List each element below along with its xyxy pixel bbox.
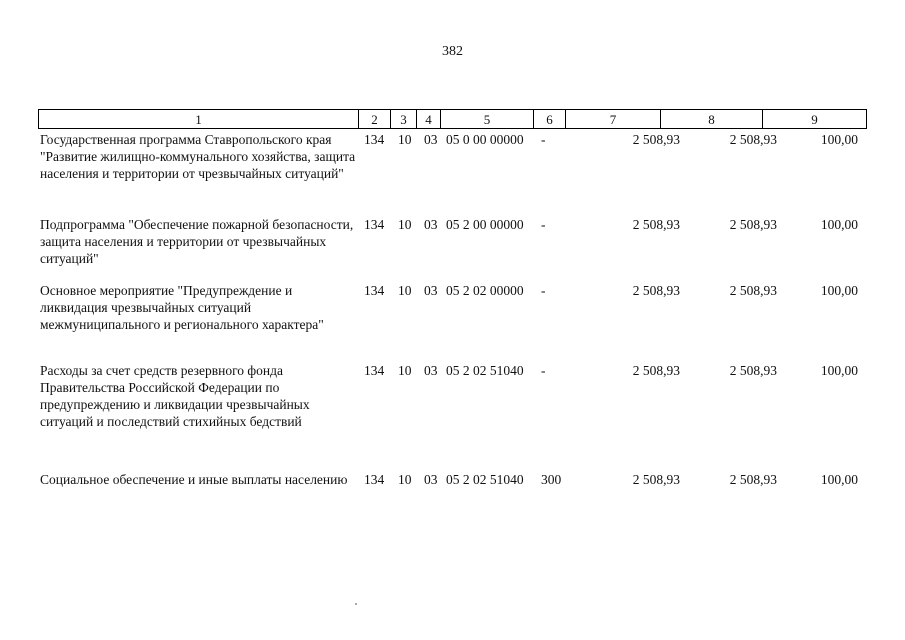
- header-col-8: 8: [661, 110, 763, 129]
- row-col-8: 2 508,93: [729, 132, 777, 147]
- row-col-7: 2 508,93: [632, 132, 680, 147]
- column-header-table: [38, 109, 867, 129]
- row-col-8: 2 508,93: [729, 472, 777, 487]
- row-col-9: 100,00: [820, 472, 858, 487]
- row-col-3: 10: [398, 132, 412, 147]
- header-col-6: 6: [534, 110, 566, 129]
- header-row: [39, 110, 867, 129]
- row-col-9: 100,00: [820, 363, 858, 378]
- row-col-5: 05 2 00 00000: [446, 217, 524, 232]
- row-col-6: -: [541, 132, 546, 147]
- row-col-7: 2 508,93: [632, 472, 680, 487]
- row-name: Социальное обеспечение и иные выплаты населению: [40, 472, 348, 487]
- row-col-9: 100,00: [820, 132, 858, 147]
- row-col-2: 134: [364, 283, 385, 298]
- row-col-5: 05 2 02 51040: [446, 363, 524, 378]
- row-col-7: 2 508,93: [632, 363, 680, 378]
- row-col-3: 10: [398, 472, 412, 487]
- header-col-9: 9: [763, 110, 867, 129]
- row-col-7: 2 508,93: [632, 217, 680, 232]
- row-col-4: 03: [424, 283, 438, 298]
- header-col-2: 2: [359, 110, 391, 129]
- header-col-5: 5: [441, 110, 534, 129]
- row-col-5: 05 2 02 00000: [446, 283, 524, 298]
- row-col-4: 03: [424, 132, 438, 147]
- page-number: 382: [442, 44, 463, 59]
- row-col-6: 300: [541, 472, 562, 487]
- row-col-6: -: [541, 283, 546, 298]
- row-col-7: 2 508,93: [632, 283, 680, 298]
- row-col-2: 134: [364, 132, 385, 147]
- row-col-9: 100,00: [820, 217, 858, 232]
- row-col-5: 05 2 02 51040: [446, 472, 524, 487]
- row-name: Расходы за счет средств резервного фонда Правительства Российской Федерации по предупреждению и ликвидации чрезвычайных ситуаций и последствий стихийных бедствий: [40, 363, 310, 429]
- row-col-3: 10: [398, 363, 412, 378]
- row-col-2: 134: [364, 217, 385, 232]
- header-col-4: 4: [417, 110, 441, 129]
- row-col-3: 10: [398, 283, 412, 298]
- row-col-3: 10: [398, 217, 412, 232]
- row-col-2: 134: [364, 363, 385, 378]
- row-col-8: 2 508,93: [729, 217, 777, 232]
- header-col-7: 7: [566, 110, 661, 129]
- row-col-8: 2 508,93: [729, 283, 777, 298]
- row-name: Подпрограмма "Обеспечение пожарной безопасности, защита населения и территории от чрезвычайных ситуаций": [40, 217, 354, 266]
- row-col-6: -: [541, 363, 546, 378]
- row-name: Основное мероприятие "Предупреждение и ликвидация чрезвычайных ситуаций межмуниципального и регионального характера": [40, 283, 324, 332]
- row-col-2: 134: [364, 472, 385, 487]
- row-col-8: 2 508,93: [729, 363, 777, 378]
- row-name: Государственная программа Ставропольского края "Развитие жилищно-коммунального хозяйства, защита населения и территории от чрезвычайных ситуаций": [40, 132, 356, 181]
- row-col-9: 100,00: [820, 283, 858, 298]
- scan-speck: [355, 603, 357, 605]
- row-col-5: 05 0 00 00000: [446, 132, 524, 147]
- header-col-1: 1: [39, 110, 359, 129]
- row-col-4: 03: [424, 363, 438, 378]
- row-col-4: 03: [424, 217, 438, 232]
- header-col-3: 3: [391, 110, 417, 129]
- row-col-4: 03: [424, 472, 438, 487]
- row-col-6: -: [541, 217, 546, 232]
